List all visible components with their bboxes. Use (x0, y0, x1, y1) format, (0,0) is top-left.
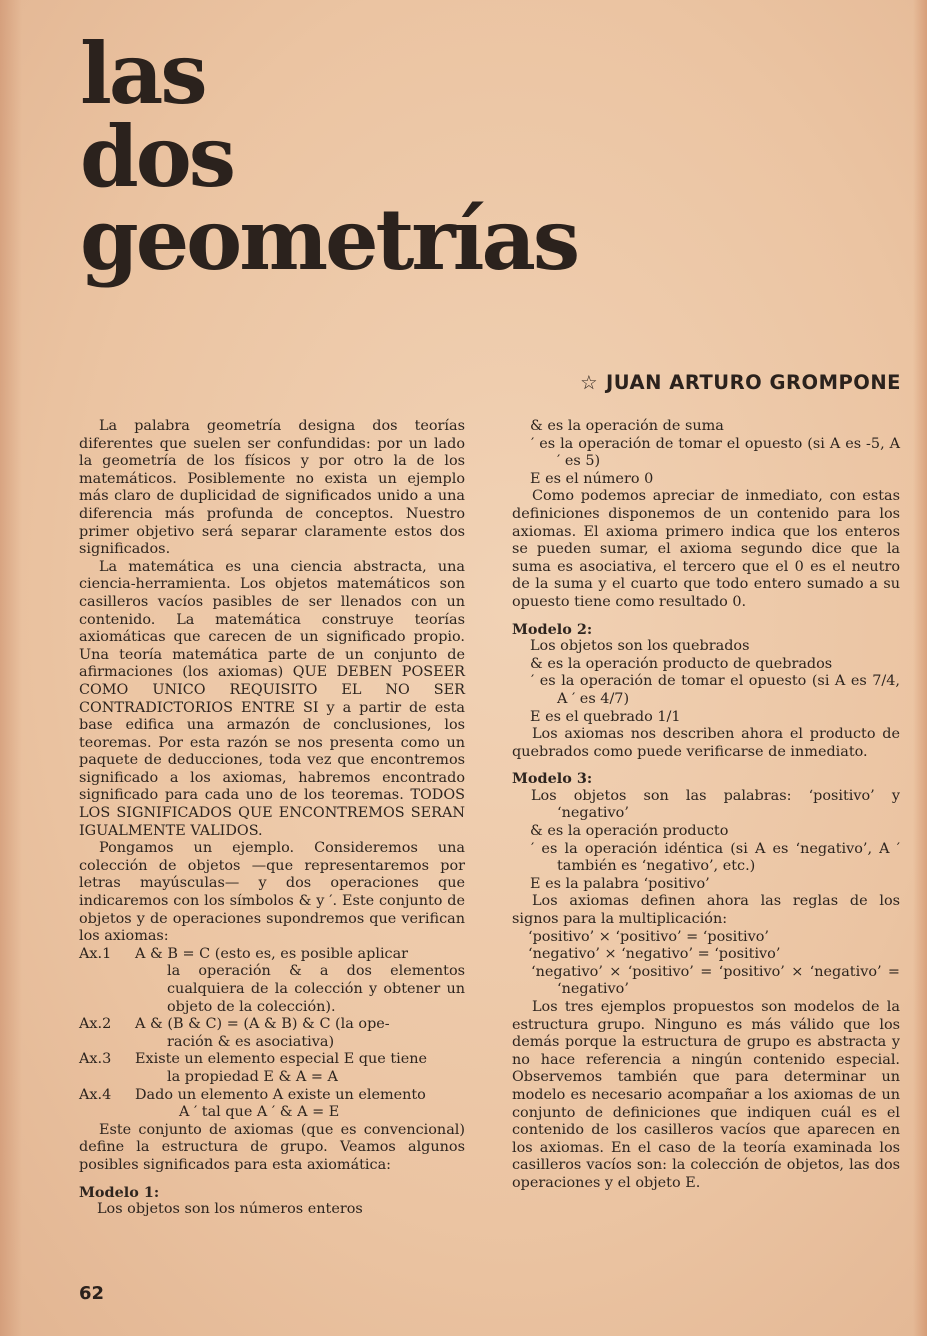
paragraph-intro: La palabra geometría designa dos teorías diferentes que suelen ser confundidas: por un lado la geometría de los físicos y por otro la de los matemáticos. Posiblemente no exista un ejemplo más claro de duplicidad de significados unido a una diferencia más profunda de conceptos. Nuestro primer objetivo será separar claramente estos dos significados. (79, 418, 465, 558)
article-title (80, 24, 578, 289)
author-byline (580, 371, 901, 394)
axiom-3-text: Existe un elemento especial E que tiene (135, 1051, 428, 1068)
title-line-1: las (80, 24, 205, 123)
left-column (79, 418, 465, 1219)
star-icon: ☆ (580, 371, 599, 394)
paragraph-model-2-explanation: Los axiomas nos describen ahora el producto de quebrados como puede verificarse de inmediato. (512, 726, 900, 760)
axiom-1-number: Ax.1 (79, 945, 112, 962)
title-line-2: dos (80, 107, 234, 206)
axiom-2-continuation: ración & es asociativa) (167, 1033, 335, 1050)
axiom-2 (79, 1016, 465, 1034)
model-1-operation: & es la operación de suma (530, 418, 724, 434)
model-3-identity: ′ es la operación idéntica (si A es ‘negativo’, A ′ también es ‘negativo’, etc.) (531, 840, 900, 875)
paragraph-model-1-explanation: Como podemos apreciar de inmediato, con estas definiciones disponemos de un contenido para los axiomas. El axioma primero indica que los enteros se pueden sumar, el axioma segundo dice que la suma es asociativa, el tercero que el 0 es el neutro de la suma y el cuarto que todo entero sumado a su opuesto tiene como resultado 0. (512, 488, 900, 610)
paragraph-sign-rules: Los axiomas definen ahora las reglas de los signos para la multiplicación: (512, 893, 900, 928)
model-2-neutral: E es el quebrado 1/1 (530, 708, 681, 725)
axiom-4-number: Ax.4 (79, 1086, 112, 1103)
axiom-4-continuation: A ′ tal que A ′ & A = E (179, 1104, 340, 1121)
paragraph-conclusion: Los tres ejemplos propuestos son modelos de la estructura grupo. Ninguno es más válido que los demás porque la estructura de grupo es abstracta y no hace referencia a ningún contenido especial. Observemos también que para determinar un modelo es necesario acompañar a los axiomas de un conjunto de definiciones que indiquen cuál es el contenido de los casilleros vacíos que aparecen en los axiomas. En el caso de la teoría examinada los casilleros vacíos son: la colección de objetos, las dos operaciones y el objeto E. (512, 999, 900, 1191)
model-3-heading: Modelo 3: (512, 770, 593, 788)
axiom-3-continuation: la propiedad E & A = A (167, 1068, 338, 1085)
axiom-3 (79, 1051, 465, 1069)
page-number: 62 (79, 1283, 105, 1304)
page-edge-right (913, 0, 927, 1336)
title-line-3: geometrías (80, 190, 578, 289)
axiom-2-text: A & (B & C) = (A & B) & C (la ope- (135, 1016, 390, 1033)
model-3-objects: Los objetos son las palabras: ‘positivo’ y ‘negativo’ (531, 787, 900, 822)
model-2-operation: & es la operación producto de quebrados (530, 655, 833, 672)
model-3-operation: & es la operación producto (530, 823, 729, 840)
model-1-neutral: E es el número 0 (530, 470, 654, 487)
sign-rule-2: ‘negativo’ × ‘negativo’ = ‘positivo’ (528, 946, 781, 963)
axiom-4 (79, 1087, 465, 1105)
model-1-opposite: ′ es la operación de tomar el opuesto (si A es -5, A ′ es 5) (531, 435, 900, 470)
paragraph-example: Pongamos un ejemplo. Consideremos una colección de objetos —que representaremos por letras mayúsculas— y dos operaciones que indicaremos con los símbolos & y ′. Este conjunto de objetos y de operaciones supondremos que verifican los axiomas: (79, 840, 465, 945)
model-1-objects: Los objetos son los números enteros (97, 1201, 363, 1218)
model-2-objects: Los objetos son los quebrados (530, 638, 750, 655)
model-1-heading: Modelo 1: (79, 1183, 160, 1201)
sign-rule-3: ‘negativo’ × ‘positivo’ = ‘positivo’ × ‘negativo’ = ‘negativo’ (531, 963, 900, 998)
axiom-1 (79, 946, 465, 964)
axiom-2-number: Ax.2 (79, 1016, 112, 1033)
axiom-3-number: Ax.3 (79, 1051, 112, 1068)
paragraph-abstract-science: La matemática es una ciencia abstracta, una ciencia-herramienta. Los objetos matemáticos son casilleros vacíos pasibles de ser llenados con un contenido. La matemática construye teorías axiomáticas que carecen de un significado propio. Una teoría matemática parte de un conjunto de afirmaciones (los axiomas) QUE DEBEN POSEER COMO UNICO REQUISITO EL NO SER CONTRADICTORIOS ENTRE SI y a partir de esta base edifica una armazón de conclusiones, los teoremas. Por esta razón se nos presenta como un paquete de deducciones, toda vez que encontremos significado a los axiomas, habremos encontrado significado para cada uno de los teoremas. TODOS LOS SIGNIFICADOS QUE ENCONTREMOS SERAN IGUALMENTE VALIDOS. (79, 558, 465, 839)
axiom-1-text: A & B = C (esto es, es posible aplicar (135, 945, 409, 962)
sign-rule-1: ‘positivo’ × ‘positivo’ = ‘positivo’ (528, 928, 769, 945)
model-2-heading: Modelo 2: (512, 620, 593, 638)
right-column (512, 418, 900, 1193)
model-2-opposite: ′ es la operación de tomar el opuesto (si A es 7/4, A ′ es 4/7) (531, 673, 900, 707)
paragraph-group-structure: Este conjunto de axiomas (que es convencional) define la estructura de grupo. Veamos algunos posibles significados para esta axiomática: (79, 1121, 465, 1173)
axiom-4-text: Dado un elemento A existe un elemento (135, 1086, 426, 1103)
axiom-1-continuation: la operación & a dos elementos cualquiera de la colección y obtener un objeto de la colección). (167, 963, 465, 1015)
model-3-neutral: E es la palabra ‘positivo’ (530, 875, 710, 892)
page-edge-left (0, 0, 22, 1336)
author-name: JUAN ARTURO GROMPONE (606, 371, 901, 394)
